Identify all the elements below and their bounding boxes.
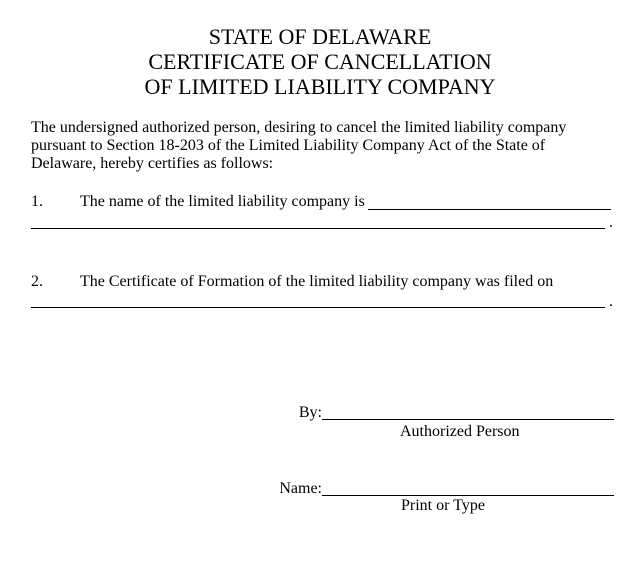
item-2-number: 2. bbox=[31, 273, 43, 290]
item-1-text: The name of the limited liability company is bbox=[80, 193, 365, 210]
authorized-person-caption: Authorized Person bbox=[400, 423, 520, 440]
authorized-person-signature-field[interactable] bbox=[322, 419, 614, 420]
item-1-period: . bbox=[609, 214, 613, 231]
by-label: By: bbox=[298, 404, 322, 421]
company-name-field[interactable] bbox=[368, 209, 611, 210]
title-line-state: STATE OF DELAWARE bbox=[208, 24, 432, 49]
formation-date-field[interactable] bbox=[31, 307, 605, 308]
title-line-certificate: CERTIFICATE OF CANCELLATION bbox=[148, 49, 492, 74]
item-2-period: . bbox=[609, 293, 613, 310]
title-block bbox=[0, 24, 640, 99]
intro-line-3: Delaware, hereby certifies as follows: bbox=[31, 155, 274, 172]
intro-line-1: The undersigned authorized person, desiring to cancel the limited liability company bbox=[31, 119, 567, 136]
print-or-type-caption: Print or Type bbox=[401, 497, 485, 514]
intro-paragraph bbox=[31, 119, 611, 173]
printed-name-field[interactable] bbox=[322, 495, 614, 496]
item-1-number: 1. bbox=[31, 193, 43, 210]
name-label: Name: bbox=[279, 480, 322, 497]
intro-line-2: pursuant to Section 18-203 of the Limited Liability Company Act of the State of bbox=[31, 137, 546, 154]
item-2-text: The Certificate of Formation of the limited liability company was filed on bbox=[80, 273, 554, 290]
company-name-field-continued[interactable] bbox=[31, 228, 605, 229]
title-line-company: OF LIMITED LIABILITY COMPANY bbox=[144, 74, 496, 99]
